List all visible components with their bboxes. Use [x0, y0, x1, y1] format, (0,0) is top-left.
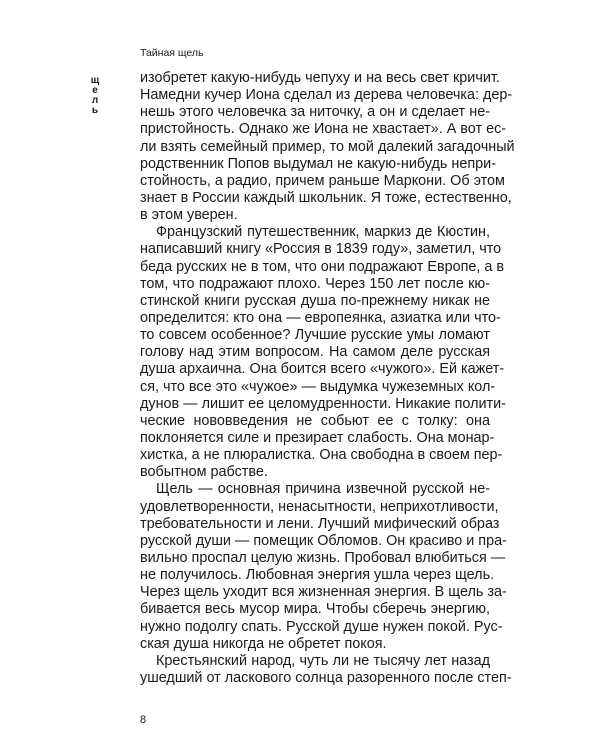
body-text: [140, 70, 515, 687]
paragraph: [140, 224, 506, 481]
text-line: в этом уверен.: [140, 207, 238, 224]
text-line: ская душа никогда не обретет покоя.: [140, 635, 387, 652]
text-line: стинской книги русская душа по-прежнему никак не: [140, 292, 490, 309]
paragraph: [140, 70, 515, 224]
text-line: написавший книгу «Россия в 1839 году», заметил, что: [140, 241, 502, 258]
text-line: знает в России каждый школьник. Я тоже, естественно,: [140, 189, 512, 206]
text-line: ческие нововведения не собьют ее с толку: она: [140, 412, 490, 429]
text-line: русской души — помещик Обломов. Он красиво и пра-: [140, 532, 507, 549]
text-line: Щель — основная причина извечной русской не-: [156, 481, 490, 498]
side-label-letter: ь: [91, 105, 99, 116]
text-line: душа архаична. Она боится всего «чужого». Ей кажет-: [140, 361, 505, 378]
text-line: ся, что все это «чужое» — выдумка чужеземных кол-: [140, 378, 496, 395]
paragraph: [140, 652, 512, 687]
text-line: пристойность. Однако же Иона не хвастает». А вот ес-: [140, 121, 507, 138]
page-number: 8: [140, 714, 147, 726]
text-line: голову над этим вопросом. На самом деле русская: [140, 344, 490, 361]
text-line: то совсем особенное? Лучшие русские умы ломают: [140, 327, 490, 344]
running-head: Тайная щель: [140, 47, 204, 59]
text-line: дунов — лишит ее целомудренности. Никакие полити-: [140, 395, 506, 412]
text-line: не получилось. Любовная энергия ушла через щель.: [140, 567, 495, 584]
text-line: нешь этого человечка за ниточку, а он и сделает не-: [140, 104, 490, 121]
text-line: стойность, а радио, причем раньше Маркони. Об этом: [140, 172, 505, 189]
text-line: хистка, а не плюралистка. Она свободна в своем пер-: [140, 447, 503, 464]
text-line: поклоняется силе и презирает слабость. Она монар-: [140, 429, 495, 446]
text-line: беда русских не в том, что они подражают Европе, а в: [140, 258, 505, 275]
text-line: бивается весь мусор мира. Чтобы сберечь энергию,: [140, 601, 490, 618]
text-line: изобретет какую-нибудь чепуху и на весь свет кричит.: [140, 70, 500, 86]
side-label-letter: щ: [90, 75, 100, 86]
side-label-letter: е: [92, 85, 98, 96]
text-line: ли взять семейный пример, то мой далекий загадочный: [140, 138, 515, 155]
text-line: том, что подражают плохо. Через 150 лет после кю-: [140, 275, 490, 292]
text-line: вобытном рабстве.: [140, 464, 268, 481]
text-line: Французский путешественник, маркиз де Кюстин,: [156, 224, 490, 241]
text-line: Крестьянский народ, чуть ли не тысячу лет назад: [156, 652, 490, 669]
side-section-label: [89, 76, 101, 116]
text-line: ушедший от ласкового солнца разоренного после степ-: [140, 669, 512, 686]
text-line: удовлетворенности, ненасытности, неприхотливости,: [140, 498, 499, 515]
text-line: родственник Попов выдумал не какую-нибудь непри-: [140, 155, 496, 172]
side-label-letter: л: [91, 95, 99, 106]
text-line: Намедни кучер Иона сделал из дерева человечка: дер-: [140, 87, 513, 104]
text-line: нужно подолгу спать. Русской душе нужен покой. Рус-: [140, 618, 503, 635]
text-line: определится: кто она — европеянка, азиатка или что-: [140, 309, 501, 326]
text-line: Через щель уходит вся жизненная энергия. В щель за-: [140, 584, 507, 601]
text-line: требовательности и лени. Лучший мифический образ: [140, 515, 500, 532]
text-line: вильно проспал целую жизнь. Пробовал влюбиться —: [140, 549, 506, 566]
paragraph: [140, 481, 507, 652]
